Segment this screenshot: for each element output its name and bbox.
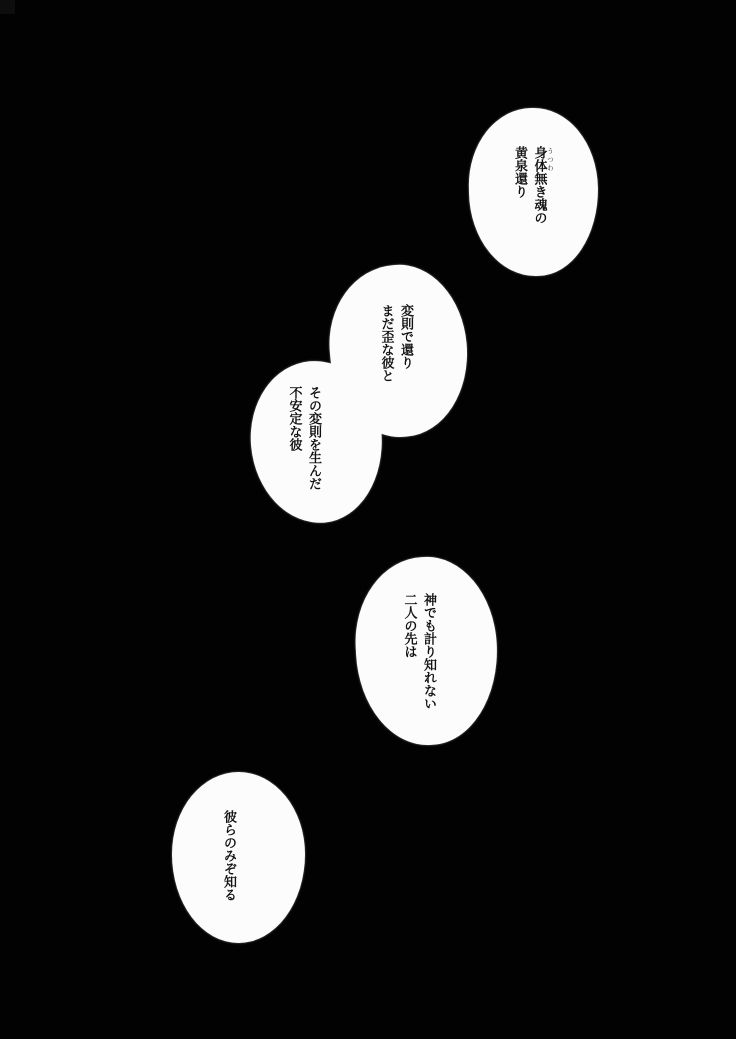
- bubble-4-text: [399, 593, 438, 710]
- bubble-2-text: [376, 304, 415, 382]
- text-line: [304, 386, 324, 490]
- bubble-3-text: [284, 386, 323, 490]
- ruby-word: [531, 146, 554, 172]
- text-line: [396, 304, 416, 382]
- line-text: 変則で還り: [398, 304, 413, 369]
- text-line: [419, 593, 439, 710]
- bubble-5-text: [219, 810, 239, 901]
- line-text: 不安定な彼: [286, 386, 302, 451]
- line-text: まだ歪な彼と: [378, 304, 394, 382]
- line-text: 彼らのみぞ知る: [221, 810, 236, 901]
- speech-bubble-5: [172, 772, 305, 943]
- ruby-base: 身体: [531, 146, 547, 172]
- furigana: うつわ: [546, 146, 554, 172]
- line-text: その変則を生んだ: [306, 386, 321, 490]
- text-line: [376, 304, 396, 382]
- text-line: [219, 810, 239, 901]
- bubble-1-text: [510, 146, 555, 224]
- scan-artifact: [0, 0, 15, 14]
- text-line: [399, 593, 419, 710]
- text-line: [529, 146, 554, 224]
- line-text: 神でも計り知れない: [421, 593, 436, 710]
- text-line: [284, 386, 304, 490]
- line-text: 無き魂の: [531, 172, 547, 224]
- line-text: 黄泉還り: [512, 146, 527, 198]
- text-line: [510, 146, 530, 224]
- line-text: 二人の先は: [401, 593, 417, 658]
